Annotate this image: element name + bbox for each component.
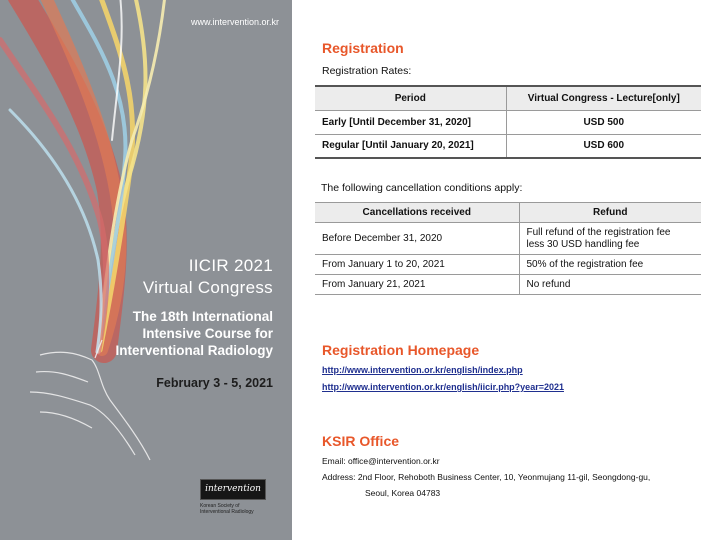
table-header-row bbox=[315, 86, 701, 110]
cancel-cell-received: From January 21, 2021 bbox=[315, 275, 519, 295]
event-title-line2: Virtual Congress bbox=[142, 278, 273, 297]
homepage-link-index[interactable]: http://www.intervention.or.kr/english/index.php bbox=[322, 365, 523, 375]
rates-cell-period: Early [Until December 31, 2020] bbox=[315, 110, 506, 134]
rates-cell-period: Regular [Until January 20, 2021] bbox=[315, 134, 506, 158]
rates-header-fee: Virtual Congress - Lecture[only] bbox=[506, 86, 701, 110]
cancel-cell-refund bbox=[519, 223, 701, 255]
table-row bbox=[315, 110, 701, 134]
cancel-header-received: Cancellations received bbox=[315, 203, 519, 223]
logo-sub-line1: Korean Society of bbox=[200, 503, 240, 509]
table-row bbox=[315, 255, 701, 275]
cancel-header-refund: Refund bbox=[519, 203, 701, 223]
refund-line1: Full refund of the registration fee bbox=[526, 226, 671, 238]
event-title bbox=[143, 255, 273, 299]
rates-table bbox=[315, 85, 701, 159]
cover-panel bbox=[0, 0, 292, 540]
event-title-line1: IICIR 2021 bbox=[188, 256, 273, 275]
table-row bbox=[315, 223, 701, 255]
rates-cell-fee: USD 600 bbox=[506, 134, 701, 158]
office-heading: KSIR Office bbox=[322, 433, 400, 449]
cancellation-table bbox=[315, 202, 701, 295]
table-header-row bbox=[315, 203, 701, 223]
logo-subtitle bbox=[200, 503, 280, 515]
office-address-line1: Address: 2nd Floor, Rehoboth Business Center, 10, Yeonmujang 11-gil, Seongdong-gu, bbox=[322, 472, 651, 482]
rates-label: Registration Rates: bbox=[322, 65, 412, 77]
cancel-cell-received: Before December 31, 2020 bbox=[315, 223, 519, 255]
cancel-cell-refund: No refund bbox=[519, 275, 701, 295]
office-address-line2: Seoul, Korea 04783 bbox=[365, 488, 441, 498]
homepage-link-iicir[interactable]: http://www.intervention.or.kr/english/iicir.php?year=2021 bbox=[322, 382, 564, 392]
office-email: Email: office@intervention.or.kr bbox=[322, 456, 440, 466]
cancel-cell-received: From January 1 to 20, 2021 bbox=[315, 255, 519, 275]
registration-heading: Registration bbox=[322, 40, 404, 56]
course-line3: Interventional Radiology bbox=[115, 343, 273, 358]
rates-cell-fee: USD 500 bbox=[506, 110, 701, 134]
course-line2: Intensive Course for bbox=[142, 326, 273, 341]
rates-header-period: Period bbox=[315, 86, 506, 110]
homepage-heading: Registration Homepage bbox=[322, 342, 480, 358]
site-url: www.intervention.or.kr bbox=[190, 17, 279, 27]
cancel-cell-refund: 50% of the registration fee bbox=[519, 255, 701, 275]
table-row bbox=[315, 134, 701, 158]
cancel-intro: The following cancellation conditions apply: bbox=[321, 182, 523, 194]
logo-sub-line2: Interventional Radiology bbox=[200, 509, 254, 515]
logo-mark: intervention bbox=[200, 479, 266, 500]
event-dates: February 3 - 5, 2021 bbox=[156, 376, 273, 390]
course-line1: The 18th International bbox=[132, 309, 273, 324]
course-title bbox=[115, 308, 273, 359]
ksir-logo bbox=[200, 479, 280, 515]
refund-line2: less 30 USD handling fee bbox=[526, 238, 640, 250]
table-row bbox=[315, 275, 701, 295]
